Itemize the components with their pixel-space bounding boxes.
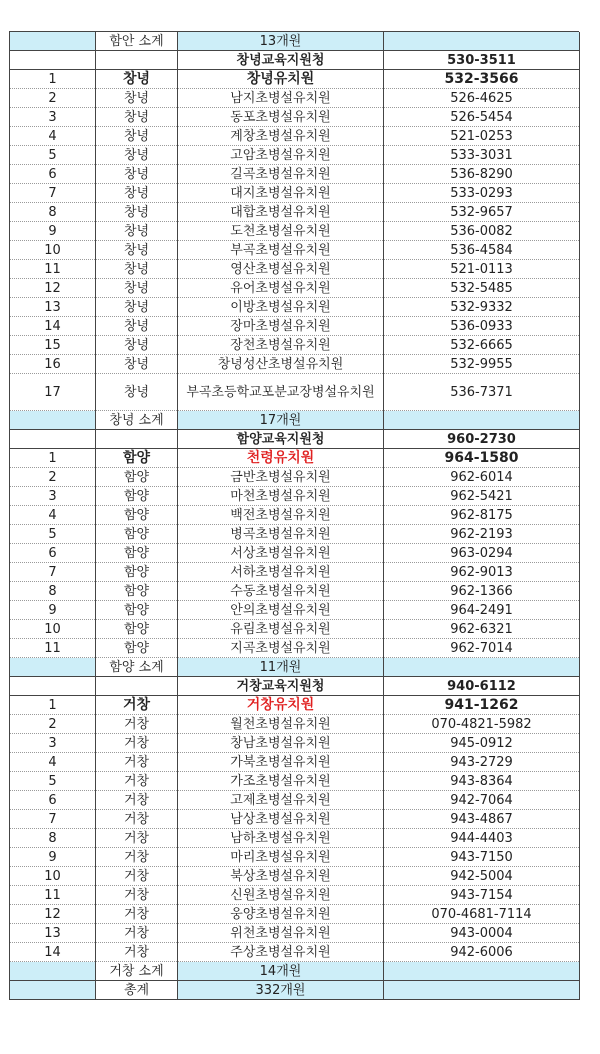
office-phone: 530-3511 — [384, 51, 580, 70]
table-row — [10, 829, 580, 848]
phone-number: 521-0113 — [384, 260, 580, 279]
region-cell: 함양 — [96, 639, 178, 658]
region-cell: 거창 — [96, 943, 178, 962]
row-number: 9 — [10, 222, 96, 241]
subtotal-label: 거창 소계 — [96, 962, 178, 981]
kindergarten-name: 북상초병설유치원 — [178, 867, 384, 886]
kindergarten-name: 남하초병설유치원 — [178, 829, 384, 848]
phone-number: 526-5454 — [384, 108, 580, 127]
table-row — [10, 468, 580, 487]
phone-number: 536-0933 — [384, 317, 580, 336]
table-row — [10, 696, 580, 715]
row-number: 8 — [10, 203, 96, 222]
kindergarten-name: 창녕유치원 — [178, 70, 384, 89]
phone-number: 943-2729 — [384, 753, 580, 772]
subtotal-row — [10, 658, 580, 677]
row-number: 10 — [10, 867, 96, 886]
phone-number: 943-0004 — [384, 924, 580, 943]
region-cell: 함양 — [96, 601, 178, 620]
kindergarten-name: 유어초병설유치원 — [178, 279, 384, 298]
total-row — [10, 981, 580, 1000]
kindergarten-name: 가북초병설유치원 — [178, 753, 384, 772]
region-cell: 함양 — [96, 620, 178, 639]
row-number: 13 — [10, 298, 96, 317]
office-name: 창녕교육지원청 — [178, 51, 384, 70]
table-row — [10, 924, 580, 943]
phone-number: 964-1580 — [384, 449, 580, 468]
phone-number: 962-6321 — [384, 620, 580, 639]
phone-number: 532-9955 — [384, 355, 580, 374]
table-row — [10, 734, 580, 753]
region-cell: 거창 — [96, 848, 178, 867]
region-cell: 함양 — [96, 582, 178, 601]
row-number: 12 — [10, 905, 96, 924]
office-name: 거창교육지원청 — [178, 677, 384, 696]
table-row — [10, 241, 580, 260]
region-cell: 함양 — [96, 525, 178, 544]
region-cell: 창녕 — [96, 108, 178, 127]
phone-number: 962-1366 — [384, 582, 580, 601]
region-cell: 창녕 — [96, 241, 178, 260]
kindergarten-name: 고암초병설유치원 — [178, 146, 384, 165]
region-cell: 창녕 — [96, 279, 178, 298]
kindergarten-name: 대지초병설유치원 — [178, 184, 384, 203]
table-row — [10, 70, 580, 89]
row-number: 6 — [10, 165, 96, 184]
office-phone: 960-2730 — [384, 430, 580, 449]
phone-number: 532-5485 — [384, 279, 580, 298]
office-empty-cell — [96, 51, 178, 70]
table-row — [10, 544, 580, 563]
subtotal-row — [10, 962, 580, 981]
row-number: 5 — [10, 772, 96, 791]
table-row — [10, 601, 580, 620]
office-empty-cell — [10, 677, 96, 696]
row-number: 11 — [10, 886, 96, 905]
table-row — [10, 260, 580, 279]
table-row — [10, 279, 580, 298]
kindergarten-name: 백전초병설유치원 — [178, 506, 384, 525]
row-number: 4 — [10, 506, 96, 525]
kindergarten-name: 동포초병설유치원 — [178, 108, 384, 127]
kindergarten-name: 지곡초병설유치원 — [178, 639, 384, 658]
kindergarten-name: 길곡초병설유치원 — [178, 165, 384, 184]
total-count: 332개원 — [178, 981, 384, 1000]
region-cell: 창녕 — [96, 146, 178, 165]
phone-number: 941-1262 — [384, 696, 580, 715]
region-cell: 창녕 — [96, 127, 178, 146]
row-number: 15 — [10, 336, 96, 355]
row-number: 10 — [10, 241, 96, 260]
row-number: 4 — [10, 127, 96, 146]
kindergarten-name: 가조초병설유치원 — [178, 772, 384, 791]
office-empty-cell — [10, 51, 96, 70]
table-row — [10, 449, 580, 468]
region-cell: 거창 — [96, 905, 178, 924]
table-row — [10, 184, 580, 203]
phone-number: 533-0293 — [384, 184, 580, 203]
office-row — [10, 677, 580, 696]
kindergarten-name: 장천초병설유치원 — [178, 336, 384, 355]
kindergarten-name: 고제초병설유치원 — [178, 791, 384, 810]
phone-number: 526-4625 — [384, 89, 580, 108]
region-cell: 창녕 — [96, 89, 178, 108]
table-row — [10, 772, 580, 791]
region-cell: 거창 — [96, 696, 178, 715]
phone-number: 962-8175 — [384, 506, 580, 525]
subtotal-count: 17개원 — [178, 411, 384, 430]
subtotal-empty-cell — [384, 962, 580, 981]
kindergarten-name: 웅양초병설유치원 — [178, 905, 384, 924]
kindergarten-name: 계창초병설유치원 — [178, 127, 384, 146]
region-cell: 거창 — [96, 791, 178, 810]
table-row — [10, 525, 580, 544]
table-row — [10, 222, 580, 241]
subtotal-row — [10, 32, 580, 51]
table-body — [10, 32, 580, 1000]
office-name: 함양교육지원청 — [178, 430, 384, 449]
kindergarten-name: 남지초병설유치원 — [178, 89, 384, 108]
kindergarten-name: 부곡초등학교포분교장병설유치원 — [178, 374, 384, 411]
phone-number: 942-6006 — [384, 943, 580, 962]
row-number: 1 — [10, 449, 96, 468]
region-cell: 창녕 — [96, 260, 178, 279]
row-number: 4 — [10, 753, 96, 772]
table-row — [10, 810, 580, 829]
phone-number: 962-7014 — [384, 639, 580, 658]
phone-number: 532-9657 — [384, 203, 580, 222]
phone-number: 962-6014 — [384, 468, 580, 487]
kindergarten-name: 주상초병설유치원 — [178, 943, 384, 962]
kindergarten-name: 장마초병설유치원 — [178, 317, 384, 336]
kindergarten-name: 대합초병설유치원 — [178, 203, 384, 222]
phone-number: 070-4681-7114 — [384, 905, 580, 924]
kindergarten-name: 신원초병설유치원 — [178, 886, 384, 905]
row-number: 2 — [10, 468, 96, 487]
region-cell: 함양 — [96, 544, 178, 563]
region-cell: 거창 — [96, 734, 178, 753]
phone-number: 536-0082 — [384, 222, 580, 241]
phone-number: 536-8290 — [384, 165, 580, 184]
row-number: 2 — [10, 89, 96, 108]
table-row — [10, 127, 580, 146]
office-empty-cell — [96, 677, 178, 696]
phone-number: 943-7154 — [384, 886, 580, 905]
phone-number: 962-5421 — [384, 487, 580, 506]
table-row — [10, 317, 580, 336]
subtotal-empty-cell — [384, 658, 580, 677]
row-number: 14 — [10, 317, 96, 336]
region-cell: 창녕 — [96, 298, 178, 317]
row-number: 1 — [10, 70, 96, 89]
region-cell: 함양 — [96, 468, 178, 487]
table-row — [10, 108, 580, 127]
table-row — [10, 867, 580, 886]
row-number: 5 — [10, 525, 96, 544]
subtotal-row — [10, 411, 580, 430]
region-cell: 창녕 — [96, 222, 178, 241]
row-number: 2 — [10, 715, 96, 734]
phone-number: 532-3566 — [384, 70, 580, 89]
phone-number: 070-4821-5982 — [384, 715, 580, 734]
region-cell: 창녕 — [96, 317, 178, 336]
subtotal-count: 14개원 — [178, 962, 384, 981]
office-empty-cell — [96, 430, 178, 449]
region-cell: 창녕 — [96, 374, 178, 411]
table-row — [10, 791, 580, 810]
row-number: 7 — [10, 184, 96, 203]
row-number: 8 — [10, 582, 96, 601]
region-cell: 거창 — [96, 810, 178, 829]
table-row — [10, 355, 580, 374]
table-row — [10, 203, 580, 222]
phone-number: 944-4403 — [384, 829, 580, 848]
region-cell: 창녕 — [96, 165, 178, 184]
row-number: 5 — [10, 146, 96, 165]
table-row — [10, 165, 580, 184]
table-row — [10, 715, 580, 734]
row-number: 13 — [10, 924, 96, 943]
phone-number: 532-6665 — [384, 336, 580, 355]
subtotal-label: 창녕 소계 — [96, 411, 178, 430]
row-number: 12 — [10, 279, 96, 298]
kindergarten-name: 영산초병설유치원 — [178, 260, 384, 279]
kindergarten-directory-table — [9, 32, 580, 1000]
phone-number: 536-4584 — [384, 241, 580, 260]
row-number: 17 — [10, 374, 96, 411]
kindergarten-name: 금반초병설유치원 — [178, 468, 384, 487]
phone-number: 964-2491 — [384, 601, 580, 620]
phone-number: 533-3031 — [384, 146, 580, 165]
region-cell: 함양 — [96, 449, 178, 468]
table-row — [10, 905, 580, 924]
total-empty-cell — [384, 981, 580, 1000]
row-number: 3 — [10, 734, 96, 753]
row-number: 3 — [10, 108, 96, 127]
kindergarten-name: 위천초병설유치원 — [178, 924, 384, 943]
kindergarten-name: 병곡초병설유치원 — [178, 525, 384, 544]
office-phone: 940-6112 — [384, 677, 580, 696]
row-number: 11 — [10, 260, 96, 279]
kindergarten-name: 마천초병설유치원 — [178, 487, 384, 506]
region-cell: 창녕 — [96, 336, 178, 355]
kindergarten-name: 천령유치원 — [178, 449, 384, 468]
table-row — [10, 89, 580, 108]
table-row — [10, 298, 580, 317]
phone-number: 942-7064 — [384, 791, 580, 810]
phone-number: 945-0912 — [384, 734, 580, 753]
table-row — [10, 563, 580, 582]
subtotal-count: 13개원 — [178, 32, 384, 51]
region-cell: 창녕 — [96, 184, 178, 203]
table-row — [10, 620, 580, 639]
row-number: 11 — [10, 639, 96, 658]
phone-number: 521-0253 — [384, 127, 580, 146]
table-row — [10, 374, 580, 411]
table-row — [10, 336, 580, 355]
kindergarten-name: 월천초병설유치원 — [178, 715, 384, 734]
phone-number: 532-9332 — [384, 298, 580, 317]
phone-number: 962-9013 — [384, 563, 580, 582]
table-row — [10, 848, 580, 867]
region-cell: 거창 — [96, 753, 178, 772]
kindergarten-name: 서하초병설유치원 — [178, 563, 384, 582]
region-cell: 창녕 — [96, 203, 178, 222]
table-row — [10, 506, 580, 525]
region-cell: 거창 — [96, 867, 178, 886]
kindergarten-name: 이방초병설유치원 — [178, 298, 384, 317]
kindergarten-name: 부곡초병설유치원 — [178, 241, 384, 260]
kindergarten-name: 창녕성산초병설유치원 — [178, 355, 384, 374]
row-number: 9 — [10, 848, 96, 867]
phone-number: 943-8364 — [384, 772, 580, 791]
subtotal-empty-cell — [10, 658, 96, 677]
subtotal-empty-cell — [384, 411, 580, 430]
phone-number: 943-4867 — [384, 810, 580, 829]
region-cell: 거창 — [96, 715, 178, 734]
row-number: 14 — [10, 943, 96, 962]
office-row — [10, 51, 580, 70]
kindergarten-name: 거창유치원 — [178, 696, 384, 715]
subtotal-label: 함안 소계 — [96, 32, 178, 51]
region-cell: 거창 — [96, 772, 178, 791]
region-cell: 함양 — [96, 487, 178, 506]
total-empty-cell — [10, 981, 96, 1000]
subtotal-empty-cell — [10, 32, 96, 51]
row-number: 7 — [10, 563, 96, 582]
region-cell: 창녕 — [96, 355, 178, 374]
region-cell: 거창 — [96, 924, 178, 943]
office-empty-cell — [10, 430, 96, 449]
phone-number: 942-5004 — [384, 867, 580, 886]
phone-number: 962-2193 — [384, 525, 580, 544]
region-cell: 거창 — [96, 886, 178, 905]
phone-number: 536-7371 — [384, 374, 580, 411]
phone-number: 943-7150 — [384, 848, 580, 867]
row-number: 9 — [10, 601, 96, 620]
table-row — [10, 753, 580, 772]
row-number: 6 — [10, 544, 96, 563]
table-row — [10, 487, 580, 506]
kindergarten-name: 안의초병설유치원 — [178, 601, 384, 620]
row-number: 10 — [10, 620, 96, 639]
row-number: 3 — [10, 487, 96, 506]
table-row — [10, 146, 580, 165]
kindergarten-name: 창남초병설유치원 — [178, 734, 384, 753]
region-cell: 함양 — [96, 563, 178, 582]
row-number: 1 — [10, 696, 96, 715]
table-row — [10, 582, 580, 601]
kindergarten-name: 유림초병설유치원 — [178, 620, 384, 639]
total-label: 총계 — [96, 981, 178, 1000]
kindergarten-name: 남상초병설유치원 — [178, 810, 384, 829]
region-cell: 창녕 — [96, 70, 178, 89]
row-number: 6 — [10, 791, 96, 810]
kindergarten-name: 도천초병설유치원 — [178, 222, 384, 241]
kindergarten-name: 수동초병설유치원 — [178, 582, 384, 601]
table-row — [10, 886, 580, 905]
kindergarten-name: 마리초병설유치원 — [178, 848, 384, 867]
table-row — [10, 639, 580, 658]
row-number: 7 — [10, 810, 96, 829]
subtotal-empty-cell — [10, 411, 96, 430]
row-number: 16 — [10, 355, 96, 374]
table-row — [10, 943, 580, 962]
phone-number: 963-0294 — [384, 544, 580, 563]
region-cell: 함양 — [96, 506, 178, 525]
kindergarten-name: 서상초병설유치원 — [178, 544, 384, 563]
subtotal-count: 11개원 — [178, 658, 384, 677]
subtotal-empty-cell — [384, 32, 580, 51]
region-cell: 거창 — [96, 829, 178, 848]
subtotal-label: 함양 소계 — [96, 658, 178, 677]
office-row — [10, 430, 580, 449]
subtotal-empty-cell — [10, 962, 96, 981]
row-number: 8 — [10, 829, 96, 848]
